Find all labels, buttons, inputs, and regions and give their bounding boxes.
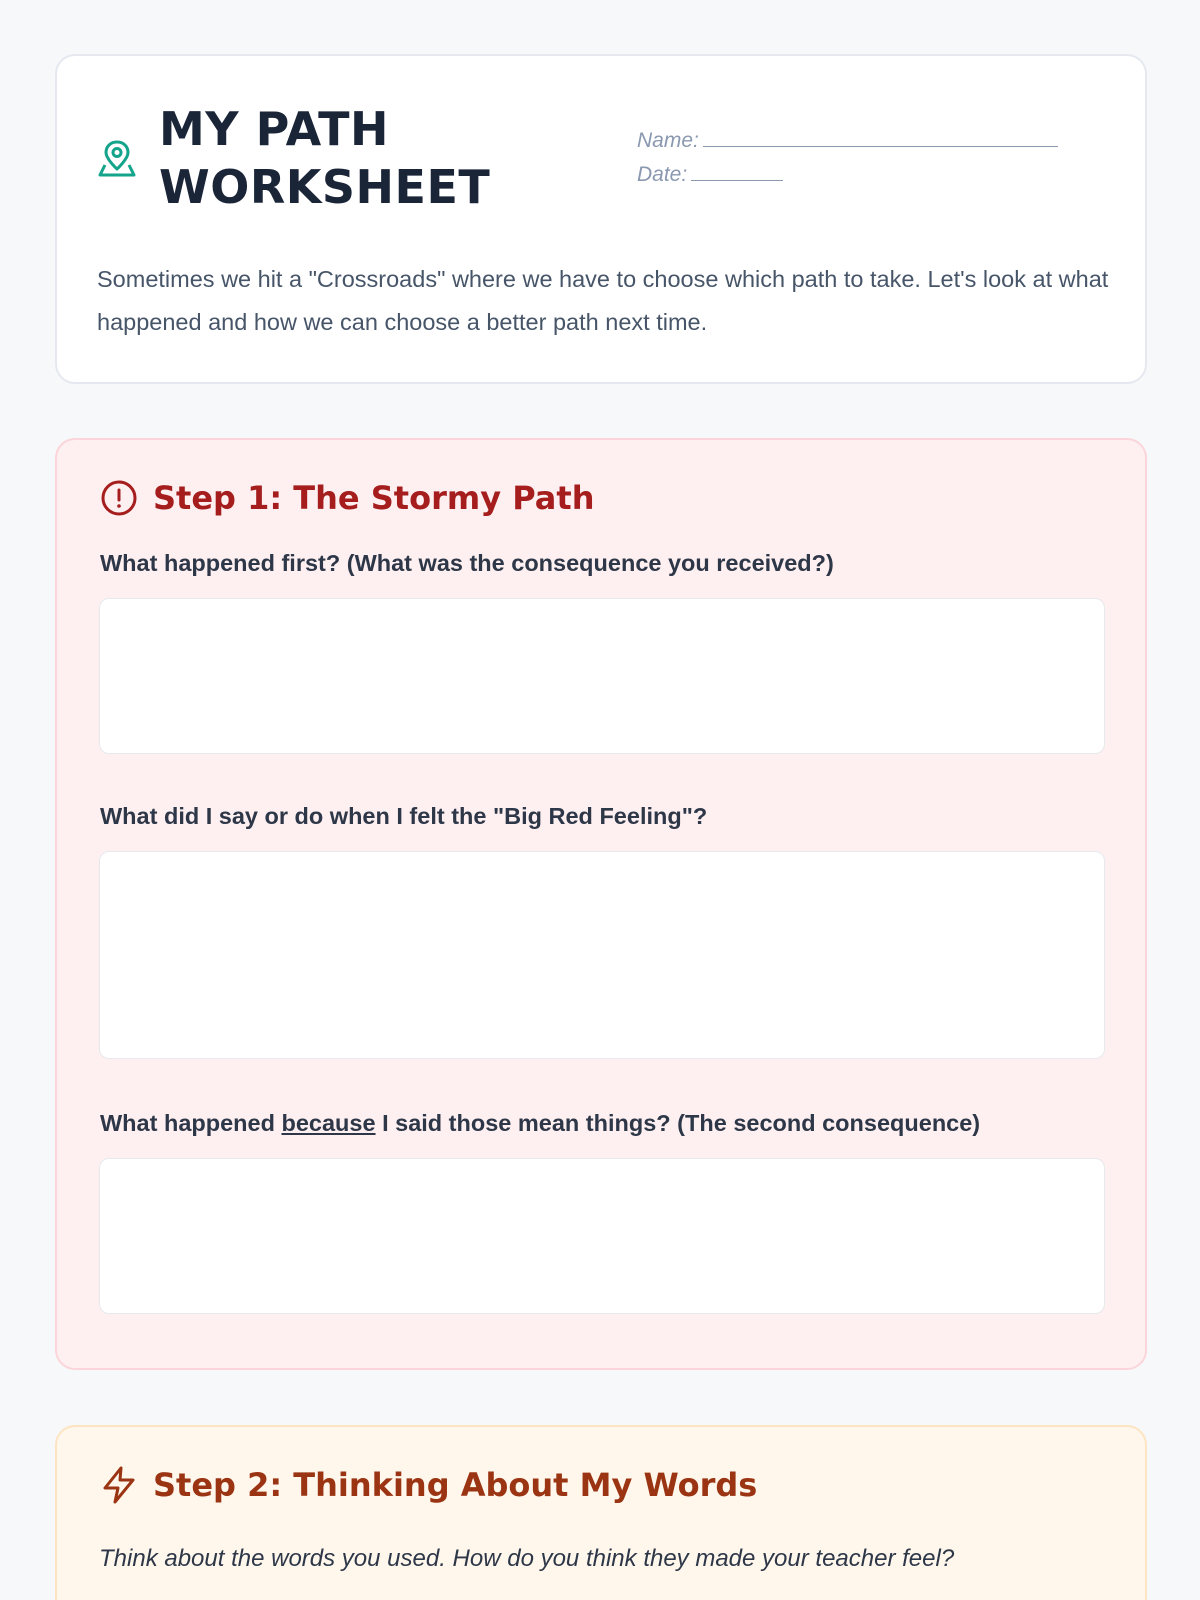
step1-heading bbox=[99, 478, 594, 518]
title-block bbox=[97, 100, 539, 216]
step1-title: Step 1: The Stormy Path bbox=[153, 479, 595, 517]
step1-section bbox=[55, 438, 1147, 1370]
page-title bbox=[159, 100, 539, 216]
q3-emphasis: because bbox=[281, 1110, 376, 1136]
step2-hint: Think about the words you used. How do you think they made your teacher feel? bbox=[99, 1545, 955, 1572]
q3-before: What happened bbox=[100, 1110, 282, 1136]
step1-question-3 bbox=[100, 1110, 980, 1137]
page-title-line2: WORKSHEET bbox=[159, 160, 491, 214]
date-field[interactable] bbox=[691, 161, 783, 181]
intro-text: Sometimes we hit a "Crossroads" where we have to choose which path to take. Let's look at what happened and how we can choose a better path next time. bbox=[97, 266, 1109, 335]
alert-circle-icon bbox=[99, 478, 139, 518]
step1-question-2: What did I say or do when I felt the "Big Red Feeling"? bbox=[100, 803, 708, 829]
name-label: Name: bbox=[637, 129, 699, 152]
name-date-block bbox=[637, 124, 1058, 192]
step1-question-1: What happened first? (What was the consequence you received?) bbox=[100, 550, 834, 576]
step1-answer-2[interactable] bbox=[99, 851, 1105, 1059]
step1-answer-3[interactable] bbox=[99, 1158, 1105, 1314]
header-card bbox=[55, 54, 1147, 384]
step1-answer-1[interactable] bbox=[99, 598, 1105, 754]
q3-after: I said those mean things? (The second consequence) bbox=[375, 1110, 981, 1136]
page-title-line1: MY PATH bbox=[159, 102, 389, 156]
lightning-icon bbox=[99, 1465, 139, 1505]
step2-section bbox=[55, 1425, 1147, 1600]
date-label: Date: bbox=[637, 163, 688, 186]
step2-title: Step 2: Thinking About My Words bbox=[153, 1466, 758, 1504]
step2-heading bbox=[99, 1465, 757, 1505]
map-pin-icon bbox=[97, 138, 137, 178]
name-field[interactable] bbox=[703, 127, 1058, 147]
